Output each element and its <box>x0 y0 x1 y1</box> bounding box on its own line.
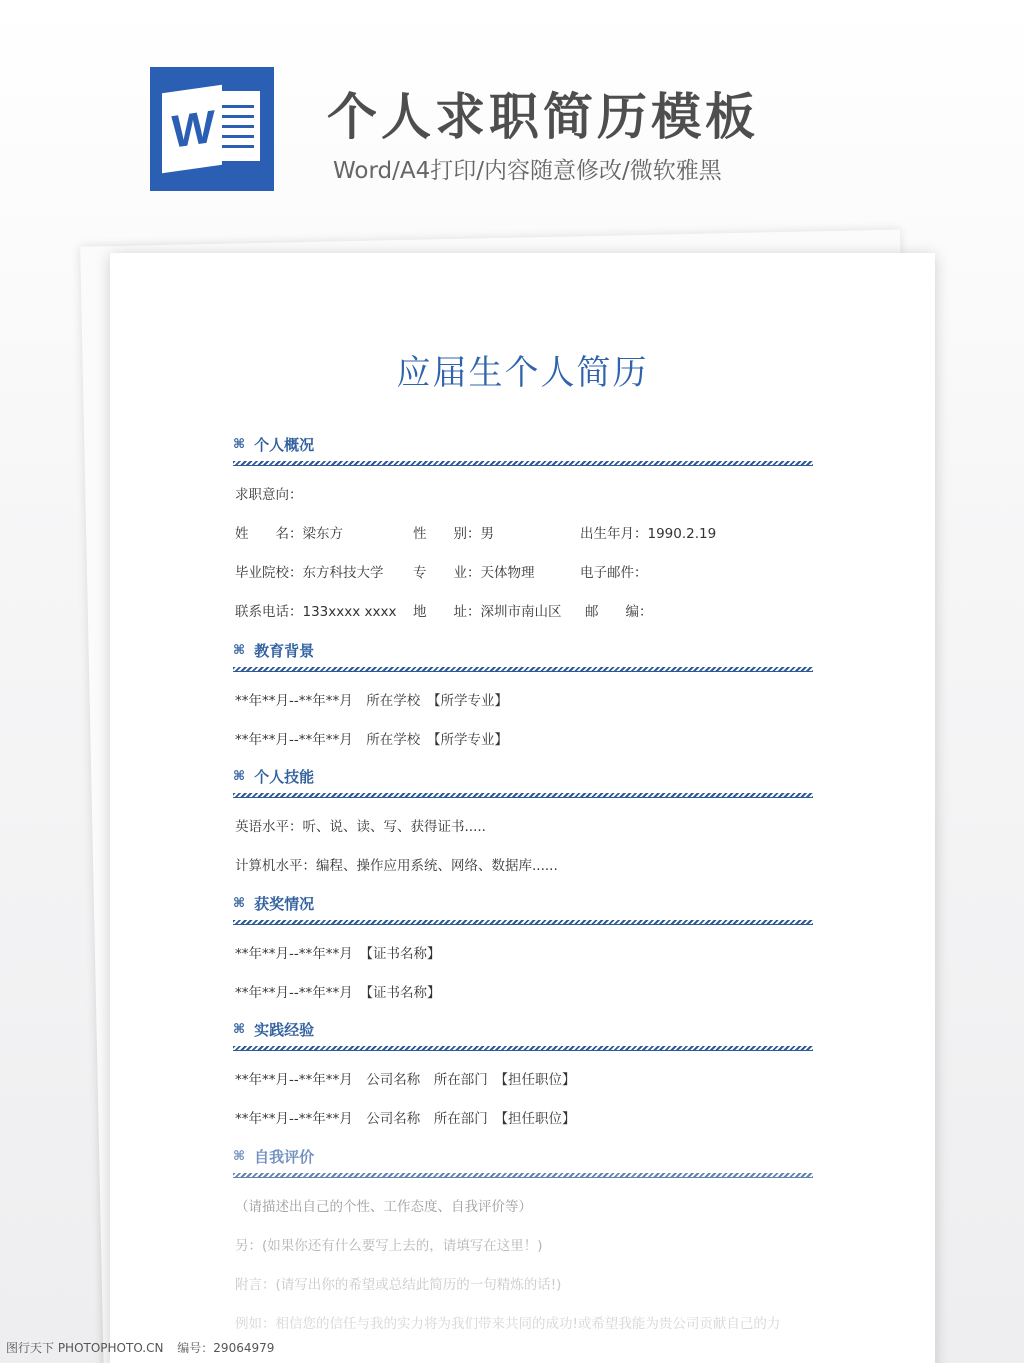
section-heading <box>233 1018 813 1040</box>
logo-line <box>220 115 254 118</box>
command-icon: ⌘ <box>233 1021 246 1037</box>
list-item: **年**月--**年**月 公司名称 所在部门 【担任职位】 <box>235 1072 576 1088</box>
list-item: 计算机水平：编程、操作应用系统、网络、数据库...... <box>235 858 558 874</box>
section-awards <box>233 892 813 1001</box>
email-field: 电子邮件： <box>580 565 648 581</box>
list-item: **年**月--**年**月 【证书名称】 <box>235 985 441 1001</box>
logo-letter: W <box>171 100 213 158</box>
address-field: 地 址：深圳市南山区 <box>413 604 562 620</box>
job-intent-field: 求职意向： <box>235 487 303 503</box>
section-divider <box>233 920 813 925</box>
school-field: 毕业院校：东方科技大学 <box>235 565 384 581</box>
section-divider <box>233 461 813 466</box>
resume-page <box>110 253 935 1363</box>
postcode-field: 邮 编： <box>585 604 653 620</box>
section-heading <box>233 433 813 455</box>
watermark-site: 图行天下 PHOTOPHOTO.CN <box>6 1341 164 1355</box>
section-education <box>233 639 813 748</box>
command-icon: ⌘ <box>233 1148 246 1164</box>
list-item: **年**月--**年**月 【证书名称】 <box>235 946 441 962</box>
section-self-evaluation <box>233 1145 813 1332</box>
section-skills <box>233 765 813 874</box>
major-field: 专 业：天体物理 <box>413 565 535 581</box>
list-item: 另：(如果你还有什么要写上去的，请填写在这里！) <box>235 1238 543 1254</box>
logo-w-card <box>162 85 222 173</box>
banner-title: 个人求职简历模板 <box>327 88 759 146</box>
list-item: 附言：(请写出你的希望或总结此简历的一句精炼的话!) <box>235 1277 562 1293</box>
name-field: 姓 名：梁东方 <box>235 526 343 542</box>
logo-line <box>220 135 254 138</box>
logo-line <box>220 145 254 148</box>
section-heading <box>233 639 813 661</box>
command-icon: ⌘ <box>233 895 246 911</box>
section-heading-label: 实践经验 <box>254 1020 315 1039</box>
section-divider <box>233 1173 813 1178</box>
section-divider <box>233 1046 813 1051</box>
section-practice <box>233 1018 813 1127</box>
section-divider <box>233 793 813 798</box>
list-item: **年**月--**年**月 所在学校 【所学专业】 <box>235 732 508 748</box>
section-profile <box>233 433 813 620</box>
section-heading-label: 个人技能 <box>254 767 315 786</box>
section-heading <box>233 765 813 787</box>
logo-line <box>220 125 254 128</box>
section-heading-label: 自我评价 <box>254 1147 315 1166</box>
document-title: 应届生个人简历 <box>396 353 649 393</box>
section-heading-label: 个人概况 <box>254 435 315 454</box>
word-logo <box>150 67 274 191</box>
banner-subtitle: Word/A4打印/内容随意修改/微软雅黑 <box>333 158 722 184</box>
logo-line <box>220 105 254 108</box>
birth-field: 出生年月：1990.2.19 <box>580 526 717 542</box>
watermark-id: 编号：29064979 <box>177 1341 275 1355</box>
phone-field: 联系电话：133xxxx xxxx <box>235 604 397 620</box>
gender-field: 性 别：男 <box>413 526 494 542</box>
list-item: （请描述出自己的个性、工作态度、自我评价等） <box>235 1199 532 1215</box>
list-item: **年**月--**年**月 公司名称 所在部门 【担任职位】 <box>235 1111 576 1127</box>
section-heading <box>233 892 813 914</box>
command-icon: ⌘ <box>233 642 246 658</box>
list-item: **年**月--**年**月 所在学校 【所学专业】 <box>235 693 508 709</box>
section-heading-label: 获奖情况 <box>254 894 315 913</box>
list-item: 例如：相信您的信任与我的实力将为我们带来共同的成功!或希望我能为贵公司贡献自己的力 <box>235 1316 781 1332</box>
command-icon: ⌘ <box>233 436 246 452</box>
section-divider <box>233 667 813 672</box>
list-item: 英语水平：听、说、读、写、获得证书..... <box>235 819 486 835</box>
section-heading-label: 教育背景 <box>254 641 315 660</box>
command-icon: ⌘ <box>233 768 246 784</box>
section-heading <box>233 1145 813 1167</box>
watermark <box>6 1339 284 1356</box>
